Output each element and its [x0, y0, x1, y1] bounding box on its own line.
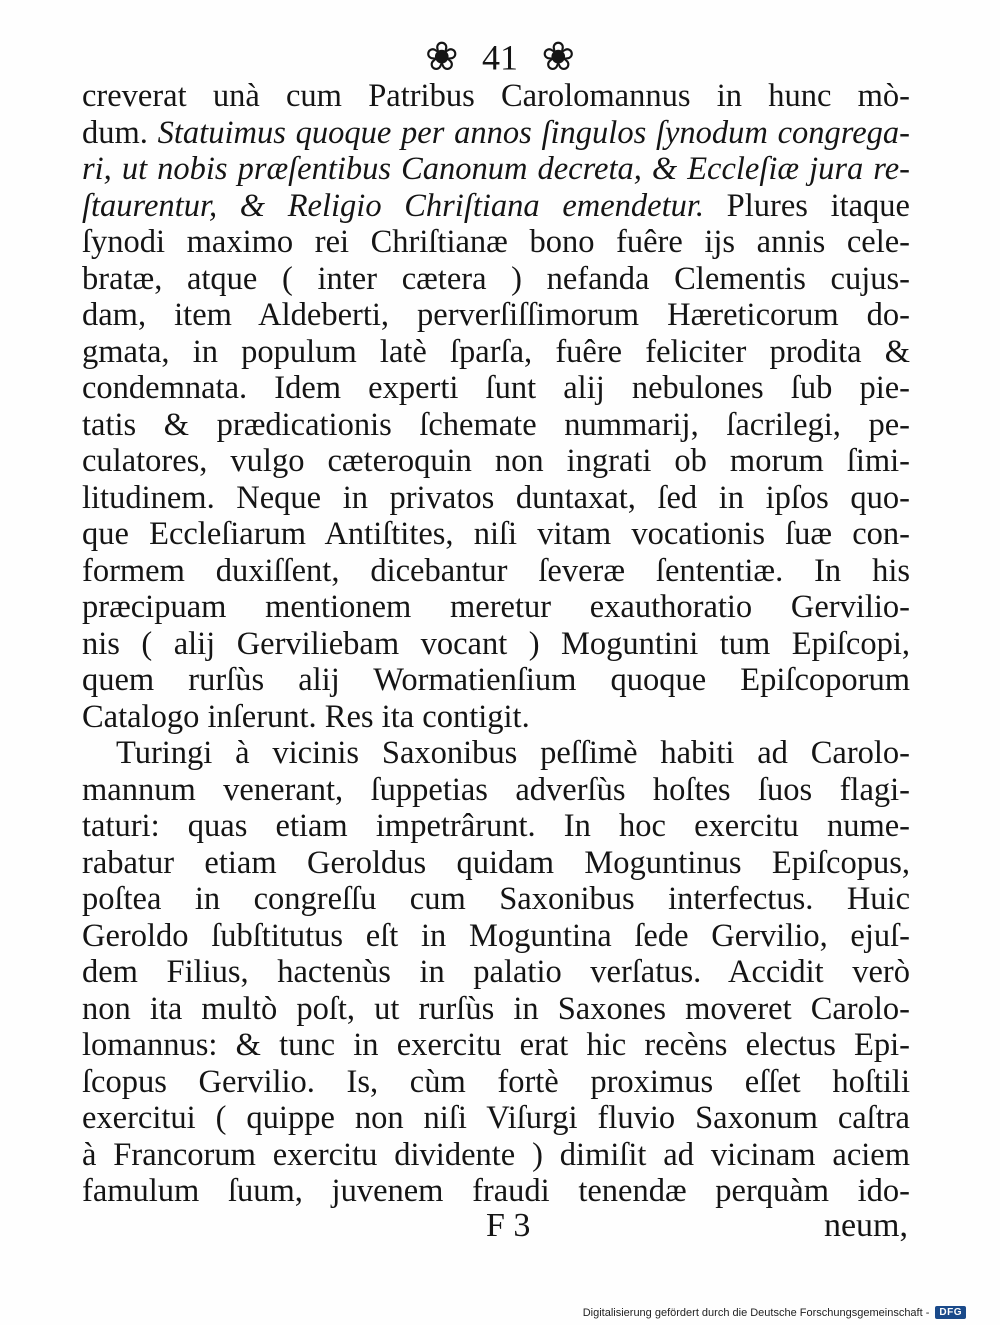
text-segment: formem duxiſſent, dicebantur ſeveræ ſententiæ. In his [82, 552, 910, 589]
text-segment: quem rurſùs alij Wormatienſium quoque Epiſcoporum [82, 662, 910, 698]
text-line [82, 553, 910, 590]
flower-ornament-icon: ❀ [424, 34, 459, 80]
text-line [82, 772, 910, 809]
text-line [82, 443, 910, 480]
text-segment: litudinem. Neque in privatos duntaxat, ſed in ipſos quo- [82, 479, 910, 516]
text-line [82, 115, 910, 152]
catchword: neum, [823, 1207, 908, 1244]
text-line [82, 881, 910, 918]
text-line [82, 735, 910, 772]
text-segment: exercitui ( quippe non niſi Viſurgi fluvio Saxonum caſtra [82, 1100, 910, 1136]
text-segment: creverat unà cum Patribus Carolomannus in hunc mò- [82, 78, 910, 114]
text-line [82, 954, 910, 991]
text-segment: lomannus: & tunc in exercitu erat hic recèns electus Epi- [82, 1027, 910, 1063]
text-line [82, 480, 910, 517]
text-segment: dam, item Aldeberti, perverſiſſimorum Hæreticorum do- [82, 297, 910, 333]
text-line [82, 662, 910, 699]
flower-ornament-icon: ❀ [541, 34, 576, 80]
text-line [82, 589, 910, 626]
text-segment: Catalogo inſerunt. Res ita contigit. [82, 698, 530, 735]
text-segment: poſtea in congreſſu cum Saxonibus interfectus. Huic [82, 881, 910, 917]
text-segment: mannum venerant, ſuppetias adverſùs hoſtes ſuos flagi- [82, 771, 910, 808]
text-segment: Plures itaque [704, 187, 910, 224]
text-line [82, 78, 910, 115]
text-segment: præcipuam mentionem meretur exauthoratio Gervilio- [82, 589, 910, 625]
text-line [82, 918, 910, 955]
text-segment: dem Filius, hactenùs in palatio verſatus. Accidit verò [82, 954, 910, 990]
text-segment: culatores, vulgo cæteroquin non ingrati ob morum ſimi- [82, 443, 910, 479]
page-header [0, 30, 1000, 81]
digitization-text: Digitalisierung gefördert durch die Deutsche Forschungsgemeinschaft - [582, 1306, 930, 1319]
italic-text: ſtaurentur, & Religio Chriſtiana emendetur. [82, 187, 705, 224]
page-number: 41 [482, 37, 518, 78]
text-line [82, 845, 910, 882]
text-line [82, 224, 910, 261]
page-footer [82, 1205, 910, 1247]
text-line [82, 334, 910, 371]
text-segment: famulum ſuum, juvenem fraudi tenendæ perquàm ido- [82, 1173, 910, 1209]
text-line [82, 1137, 910, 1174]
dfg-logo: DFG [935, 1306, 966, 1319]
text-segment: bratæ, atque ( inter cætera ) nefanda Clementis cujus- [82, 260, 910, 297]
text-segment: Turingi à vicinis Saxonibus peſſimè habiti ad Carolo- [116, 735, 910, 771]
text-segment: que Eccleſiarum Antiſtites, niſi vitam vocationis ſuæ con- [82, 516, 910, 552]
text-segment: nis ( alij Gerviliebam vocant ) Moguntini tum Epiſcopi, [82, 625, 910, 662]
signature-mark: F 3 [486, 1207, 531, 1244]
text-line [82, 1100, 910, 1137]
text-line [82, 407, 910, 444]
text-line [82, 188, 910, 225]
text-line [82, 1064, 910, 1101]
text-segment: gmata, in populum latè ſparſa, fuêre feliciter prodita & [82, 333, 910, 370]
text-line [82, 516, 910, 553]
italic-text: ri, ut nobis præſentibus Canonum decreta, & Eccleſiæ jura re- [82, 151, 910, 187]
text-line [82, 297, 910, 334]
text-segment: tatis & prædicationis ſchemate nummarij, ſacrilegi, pe- [82, 406, 910, 443]
italic-text: Statuimus quoque per annos ſingulos ſynodum congrega- [157, 114, 910, 151]
text-segment: Geroldo ſubſtitutus eſt in Moguntina ſede Gervilio, ejuſ- [82, 917, 910, 954]
text-line [82, 1027, 910, 1064]
text-line [82, 370, 910, 407]
digitization-notice [583, 1306, 966, 1319]
text-segment: condemnata. Idem experti ſunt alij nebulones ſub pie- [82, 370, 910, 406]
text-segment: ſcopus Gervilio. Is, cùm fortè proximus eſſet hoſtili [82, 1063, 910, 1100]
text-line [82, 151, 910, 188]
text-segment: rabatur etiam Geroldus quidam Moguntinus Epiſcopus, [82, 844, 910, 881]
text-line [82, 261, 910, 298]
text-line [82, 699, 910, 736]
text-line [82, 991, 910, 1028]
text-line [82, 808, 910, 845]
text-segment: taturi: quas etiam impetrârunt. In hoc exercitu nume- [82, 808, 910, 844]
body-text [82, 78, 910, 1210]
text-segment: ſynodi maximo rei Chriſtianæ bono fuêre ijs annis cele- [82, 224, 910, 260]
text-segment: à Francorum exercitu dividente ) dimiſit ad vicinam aciem [82, 1136, 910, 1173]
text-segment: non ita multò poſt, ut rurſùs in Saxones moveret Carolo- [82, 990, 910, 1027]
text-segment: dum. [82, 114, 158, 151]
text-line [82, 626, 910, 663]
